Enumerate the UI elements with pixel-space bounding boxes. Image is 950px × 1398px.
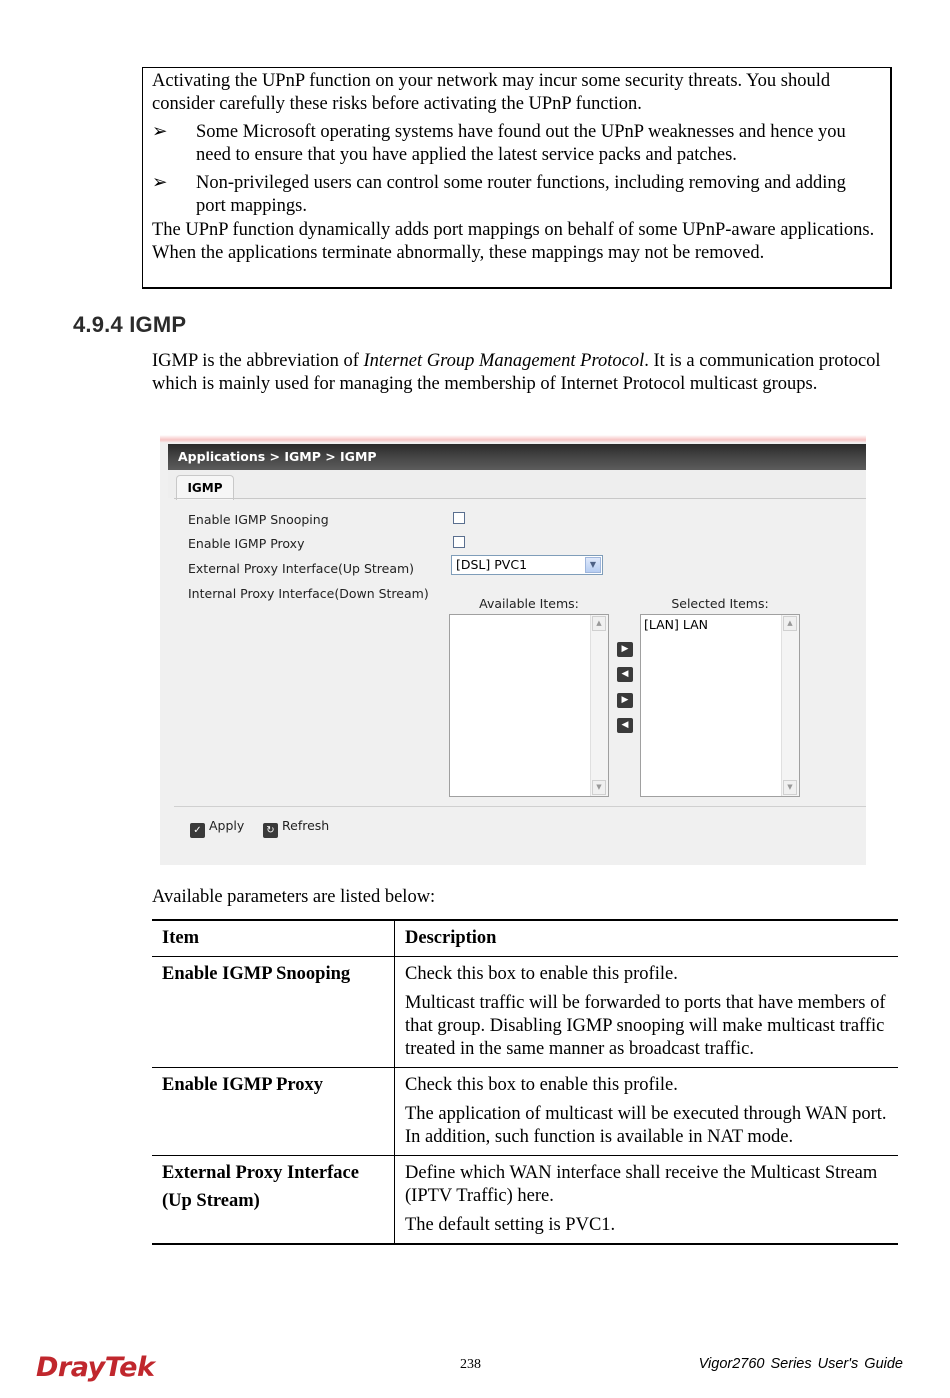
parameters-intro: Available parameters are listed below: [152, 887, 436, 907]
tab-strip [168, 470, 866, 498]
table-header-row [152, 920, 898, 957]
chevron-down-icon[interactable]: ▼ [585, 557, 601, 573]
checkbox-igmp-proxy[interactable] [453, 536, 465, 548]
row-description [395, 1156, 899, 1245]
header-description-text: Description [405, 928, 497, 948]
breadcrumb: Applications > IGMP > IGMP [178, 449, 377, 464]
tab-igmp[interactable]: IGMP [176, 475, 234, 500]
breadcrumb-bar [168, 444, 866, 470]
header-description [395, 920, 899, 957]
checkmark-icon: ✓ [190, 823, 205, 838]
list-item[interactable]: [LAN] LAN [644, 617, 709, 632]
available-items-list[interactable] [449, 614, 609, 797]
scrollbar[interactable] [590, 615, 608, 796]
page-number: 238 [460, 1357, 481, 1372]
selected-items-list[interactable] [640, 614, 800, 797]
checkbox-igmp-snooping[interactable] [453, 512, 465, 524]
security-warning-box [142, 67, 892, 289]
scroll-down-icon[interactable]: ▼ [592, 780, 606, 795]
panel-top-glow [160, 435, 866, 443]
description-line: The application of multicast will be executed through WAN port. In addition, such function is available in NAT mode. [405, 1104, 887, 1147]
table-row [152, 1068, 898, 1156]
draytek-logo: DrayTek [36, 1352, 155, 1383]
warning-bullet-2-text: Non-privileged users can control some router functions, including removing and adding port mappings. [196, 173, 846, 216]
label-enable-igmp-proxy: Enable IGMP Proxy [188, 536, 305, 551]
item-name: Enable IGMP Proxy [162, 1075, 324, 1095]
refresh-icon: ↻ [263, 823, 278, 838]
move-right-icon[interactable]: ▶ [617, 642, 633, 657]
row-item [152, 1068, 395, 1156]
scroll-up-icon[interactable]: ▲ [592, 616, 606, 631]
bullet-arrow-icon: ➢ [152, 173, 168, 193]
row-item [152, 957, 395, 1068]
label-external-proxy-interface: External Proxy Interface(Up Stream) [188, 561, 415, 576]
refresh-button[interactable] [263, 818, 329, 838]
row-description [395, 957, 899, 1068]
item-name: External Proxy Interface [162, 1163, 359, 1183]
label-enable-igmp-snooping: Enable IGMP Snooping [188, 512, 329, 527]
move-all-right-icon[interactable]: ▶ [617, 693, 633, 708]
description-line: Check this box to enable this profile. [405, 964, 678, 984]
intro-text-2: . It is a communication protocol which is mainly used for managing the membership of Internet Protocol multicast groups. [152, 351, 881, 394]
table-row [152, 1156, 898, 1245]
row-item [152, 1156, 395, 1245]
scroll-down-icon[interactable]: ▼ [783, 780, 797, 795]
button-divider [174, 806, 866, 807]
move-left-icon[interactable]: ◀ [617, 667, 633, 682]
description-line: Define which WAN interface shall receive the Multicast Stream (IPTV Traffic) here. [405, 1163, 878, 1206]
header-item-text: Item [162, 928, 199, 948]
item-subname: (Up Stream) [162, 1191, 260, 1211]
refresh-label: Refresh [282, 818, 330, 833]
row-description [395, 1068, 899, 1156]
scroll-up-icon[interactable]: ▲ [783, 616, 797, 631]
header-item [152, 920, 395, 957]
warning-paragraph-1: Activating the UPnP function on your network may incur some security threats. You should consider carefully these risks before activating the UPnP function. [152, 71, 831, 114]
external-interface-value: [DSL] PVC1 [456, 557, 528, 572]
igmp-screenshot [160, 435, 866, 865]
apply-button[interactable] [190, 818, 244, 838]
parameters-table [152, 919, 898, 1245]
section-heading: 4.9.4 IGMP [73, 312, 187, 337]
intro-text-1: IGMP is the abbreviation of [152, 351, 364, 371]
guide-title: Vigor2760 Series User's Guide [698, 1356, 903, 1372]
move-all-left-icon[interactable]: ◀ [617, 718, 633, 733]
tab-divider [174, 498, 866, 499]
apply-label: Apply [209, 818, 245, 833]
warning-paragraph-2: The UPnP function dynamically adds port mappings on behalf of some UPnP-aware applications. When the applications terminate abnormally, these mappings may not be removed. [152, 220, 875, 263]
description-line: Check this box to enable this profile. [405, 1075, 678, 1095]
section-intro [152, 350, 892, 396]
selected-items-caption: Selected Items: [671, 596, 769, 611]
description-line: Multicast traffic will be forwarded to ports that have members of that group. Disabling IGMP snooping will make multicast traffic treated in the same manner as broadcast traffic. [405, 993, 886, 1059]
intro-italic-term: Internet Group Management Protocol [363, 351, 645, 371]
table-row [152, 957, 898, 1068]
description-line: The default setting is PVC1. [405, 1215, 616, 1235]
item-name: Enable IGMP Snooping [162, 964, 351, 984]
external-interface-select[interactable] [451, 555, 603, 575]
scrollbar[interactable] [781, 615, 799, 796]
bullet-arrow-icon: ➢ [152, 122, 168, 142]
label-internal-proxy-interface: Internal Proxy Interface(Down Stream) [188, 586, 429, 601]
warning-bullet-1-text: Some Microsoft operating systems have found out the UPnP weaknesses and hence you need to ensure that you have applied the latest service packs and patches. [196, 122, 846, 165]
available-items-caption: Available Items: [479, 596, 579, 611]
